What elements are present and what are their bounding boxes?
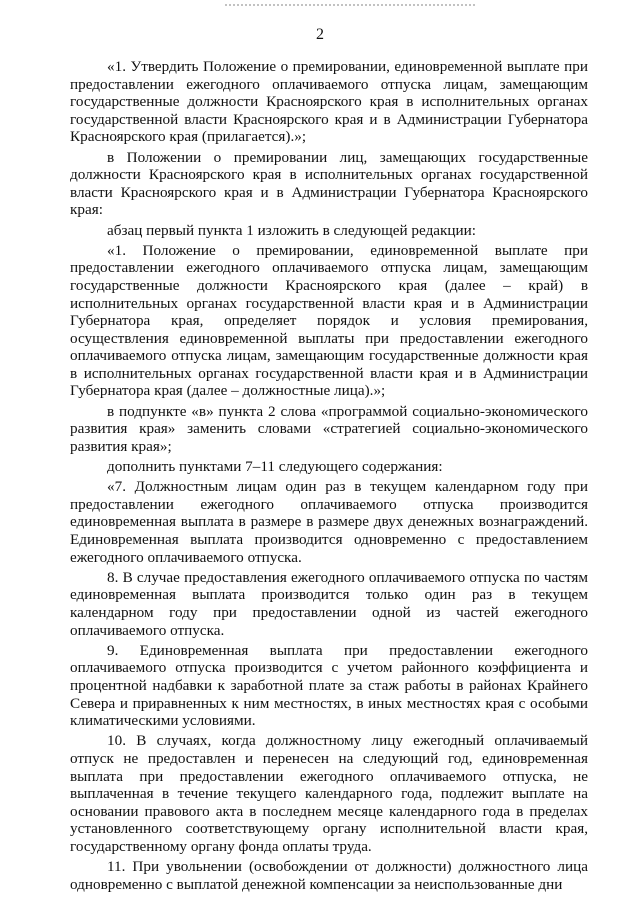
paragraph-8: 8. В случае предоставления ежегодного оплачиваемого отпуска по частям единовременная выплата производится только один раз в текущем календарном году при предоставлении одной из частей ежегодного оплачиваемого отпуска.: [70, 568, 588, 639]
paragraph-5: в подпункте «в» пункта 2 слова «программой социально-экономического развития края» заменить словами «стратегией социально-экономического развития края»;: [70, 402, 588, 455]
paragraph-6: дополнить пунктами 7–11 следующего содержания:: [107, 458, 443, 476]
paragraph-2: в Положении о премировании лиц, замещающих государственные должности Красноярского края в исполнительных органах государственной власти Красноярского края и в Администрации Губернатора Красноярского края:: [70, 148, 588, 219]
page-number: 2: [316, 26, 324, 43]
paragraph-3: абзац первый пункта 1 изложить в следующей редакции:: [107, 221, 477, 239]
document-body: [70, 58, 588, 896]
paragraph-9: 9. Единовременная выплата при предоставлении ежегодного оплачиваемого отпуска производится с учетом районного коэффициента и процентной надбавки к заработной плате за стаж работы в районах Крайнего Севера и приравненных к ним местностях, в иных местностях края с особыми климатическими условиями.: [70, 641, 588, 730]
paragraph-10: 10. В случаях, когда должностному лицу ежегодный оплачиваемый отпуск не предоставлен и перенесен на следующий год, единовременная выплата при предоставлении ежегодного оплачиваемого отпуска, не выплаченная в течение текущего календарного года, подлежит выплате на основании правового акта в последнем месяце календарного года в пределах установленного соответствующему органу исполнительной власти края, государственному органу фонда оплаты труда.: [70, 732, 588, 855]
scan-artifact-top: [225, 0, 475, 6]
paragraph-11: 11. При увольнении (освобождении от должности) должностного лица одновременно с выплатой денежной компенсации за неиспользованные дни: [70, 858, 588, 893]
paragraph-7: «7. Должностным лицам один раз в текущем календарном году при предоставлении ежегодного оплачиваемого отпуска производится единовременная выплата в размере в размере двух денежных вознаграждений. Единовременная выплата производится одновременно с предоставлением ежегодного оплачиваемого отпуска.: [70, 478, 588, 566]
paragraph-1: «1. Утвердить Положение о премировании, единовременной выплате при предоставлении ежегодного оплачиваемого отпуска лицам, замещающим государственные должности Красноярского края в исполнительных органах государственной власти Красноярского края и в Администрации Губернатора Красноярского края (прилагается).»;: [70, 58, 588, 146]
paragraph-4: «1. Положение о премировании, единовременной выплате при предоставлении ежегодного оплачиваемого отпуска лицам, замещающим государственные должности Красноярского края (далее – край) в исполнительных органах государственной власти края и в Администрации Губернатора края, определяет порядок и условия премирования, осуществления единовременной выплаты при предоставлении ежегодного оплачиваемого отпуска лицам, замещающим государственные должности края в исполнительных органах государственной власти края и в Администрации Губернатора края (далее – должностные лица).»;: [70, 241, 588, 400]
